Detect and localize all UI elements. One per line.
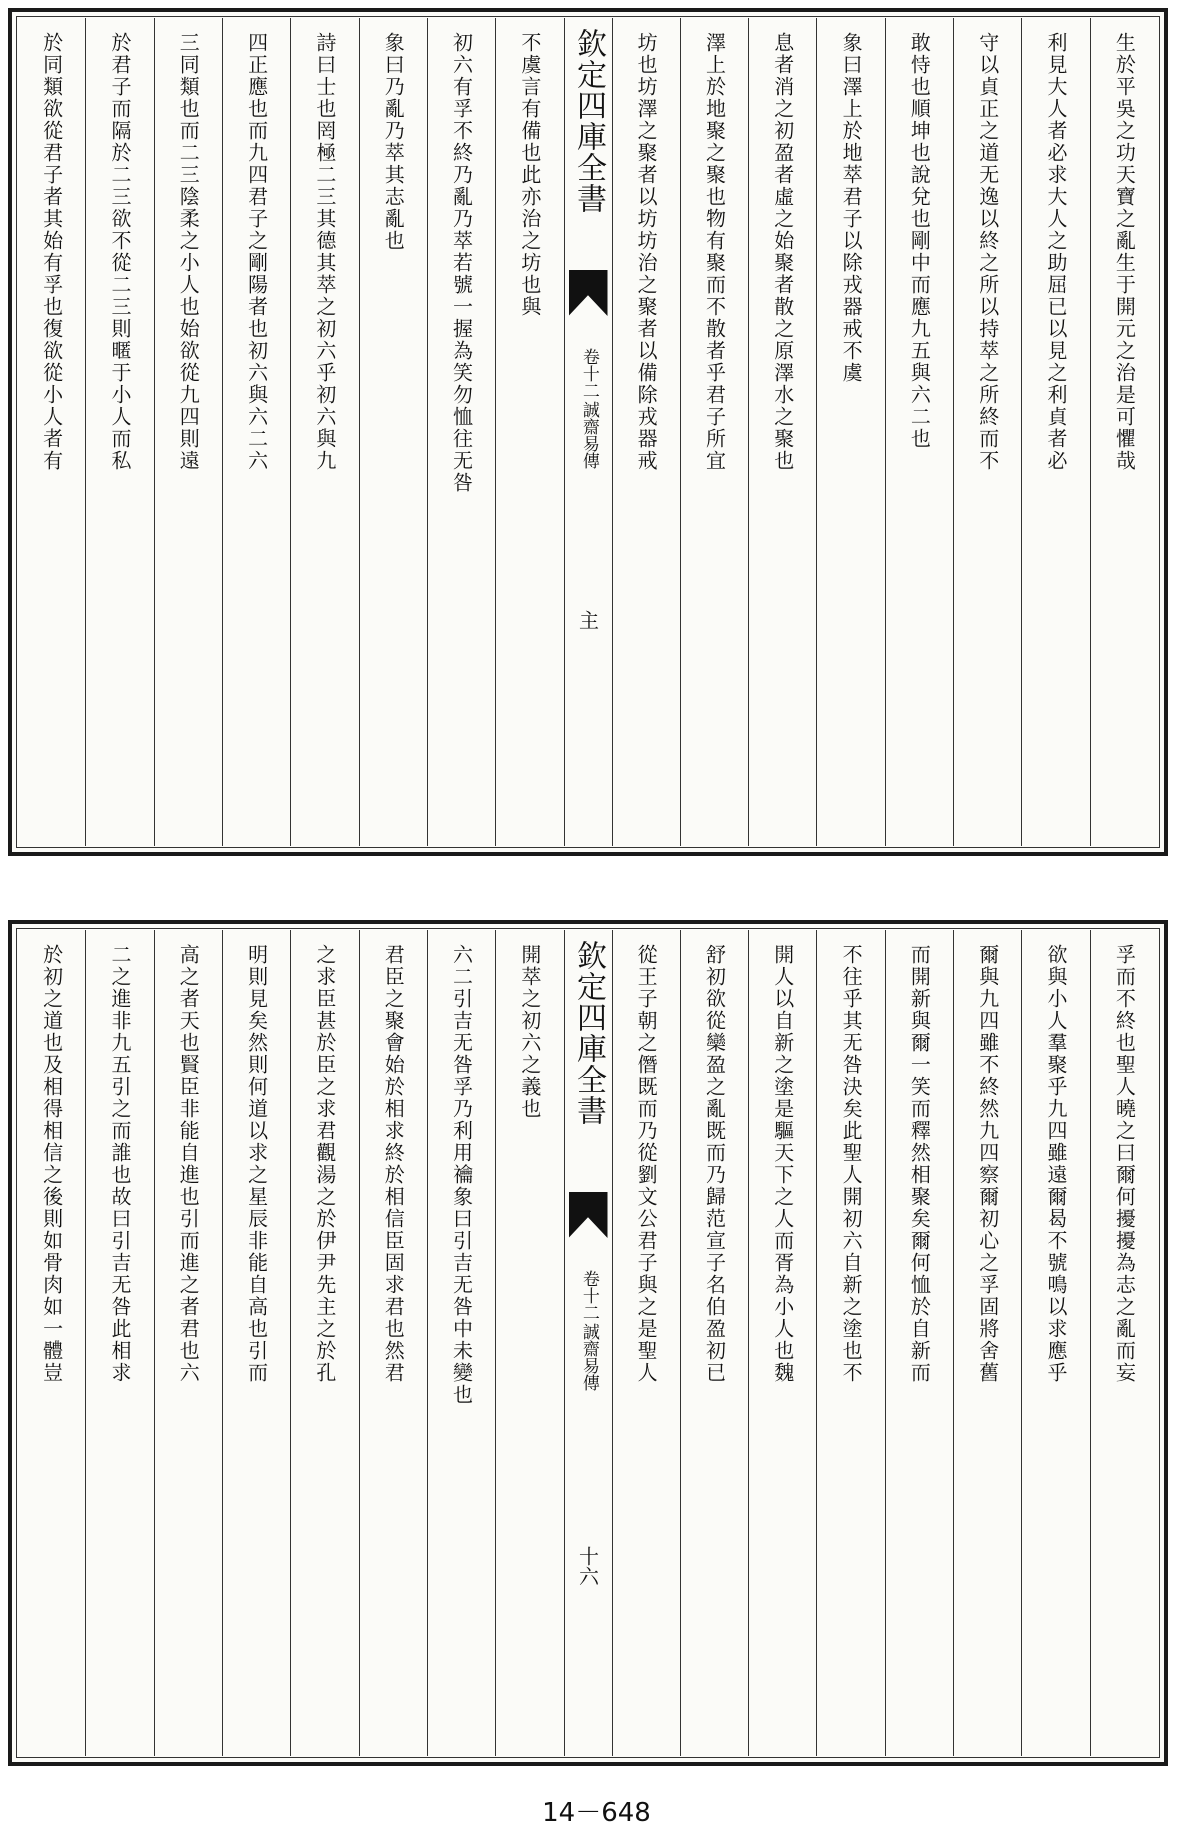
leaf-number: 主 <box>575 610 600 630</box>
column-text: 二之進非九五引之而誰也故曰引吉无咎此相求 <box>107 944 132 1384</box>
column-text: 欲與小人羣聚乎九四雖遠爾曷不號鳴以求應乎 <box>1044 944 1069 1384</box>
text-column <box>85 18 153 846</box>
sub-title-work: 誠齋易傳 <box>578 401 599 469</box>
text-column <box>154 930 222 1756</box>
text-column <box>612 930 680 1756</box>
center-fold-column <box>564 18 612 846</box>
column-text: 詩曰士也罔極二三其德其萃之初六乎初六與九 <box>312 32 337 472</box>
page-code: 14－648 <box>542 1798 651 1828</box>
text-column <box>18 18 85 846</box>
text-column <box>885 930 953 1756</box>
text-column <box>154 18 222 846</box>
column-text: 舒初欲從欒盈之亂既而乃歸范宣子名伯盈初已 <box>702 944 727 1384</box>
text-column <box>885 18 953 846</box>
column-text: 爾與九四雖不終然九四察爾初心之孚固將舍舊 <box>975 944 1000 1384</box>
text-column <box>359 18 427 846</box>
sub-title-volume: 卷十二 <box>578 1270 599 1321</box>
column-text: 敢恃也順坤也說兌也剛中而應九五與六二也 <box>907 32 932 450</box>
sub-title <box>579 1270 597 1391</box>
column-text: 象曰澤上於地萃君子以除戎器戒不虞 <box>839 32 864 384</box>
text-column <box>222 930 290 1756</box>
text-column <box>222 18 290 846</box>
text-column <box>290 930 358 1756</box>
column-text: 坊也坊澤之聚者以坊坊治之聚者以備除戎器戒 <box>634 32 659 472</box>
column-text: 孚而不終也聖人曉之曰爾何擾擾為志之亂而妄 <box>1112 944 1137 1384</box>
text-column <box>680 18 748 846</box>
column-text: 守以貞正之道无逸以終之所以持萃之所終而不 <box>975 32 1000 472</box>
text-column <box>816 930 884 1756</box>
column-text: 君臣之聚會始於相求終於相信臣固求君也然君 <box>381 944 406 1384</box>
upper-page-columns <box>18 18 1158 846</box>
column-text: 澤上於地聚之聚也物有聚而不散者乎君子所宜 <box>702 32 727 472</box>
text-column <box>748 18 816 846</box>
sub-title-volume: 卷十二 <box>578 348 599 399</box>
sub-title-work: 誠齋易傳 <box>578 1323 599 1391</box>
column-text: 息者消之初盈者虛之始聚者散之原澤水之聚也 <box>770 32 795 472</box>
column-text: 開萃之初六之義也 <box>517 944 542 1120</box>
column-text: 於同類欲從君子者其始有孚也復欲從小人者有 <box>39 32 64 472</box>
column-text: 而開新與爾一笑而釋然相聚矣爾何恤於自新而 <box>907 944 932 1384</box>
fishtail-ornament <box>569 270 608 316</box>
upper-page <box>8 8 1168 856</box>
text-column <box>427 18 495 846</box>
book-title: 欽定四庫全書 <box>571 28 606 214</box>
column-text: 初六有孚不終乃亂乃萃若號一握為笑勿恤往无咎 <box>449 32 474 494</box>
text-column <box>748 930 816 1756</box>
book-title: 欽定四庫全書 <box>571 940 606 1126</box>
column-text: 四正應也而九四君子之剛陽者也初六與六二六 <box>244 32 269 472</box>
text-column <box>85 930 153 1756</box>
center-fold-column <box>564 930 612 1756</box>
leaf-number: 十六 <box>575 1546 600 1586</box>
text-column <box>290 18 358 846</box>
text-column <box>612 18 680 846</box>
column-text: 象曰乃亂乃萃其志亂也 <box>381 32 406 252</box>
lower-page-columns <box>18 930 1158 1756</box>
lower-page <box>8 920 1168 1766</box>
column-text: 於君子而隔於二三欲不從二三則暱于小人而私 <box>107 32 132 472</box>
column-text: 六二引吉无咎孚乃利用禴象曰引吉无咎中未變也 <box>449 944 474 1406</box>
text-column <box>18 930 85 1756</box>
text-column <box>1021 930 1089 1756</box>
column-text: 於初之道也及相得相信之後則如骨肉如一體豈 <box>39 944 64 1384</box>
column-text: 高之者天也賢臣非能自進也引而進之者君也六 <box>176 944 201 1384</box>
column-text: 利見大人者必求大人之助屈已以見之利貞者必 <box>1044 32 1069 472</box>
text-column <box>495 930 563 1756</box>
column-text: 不往乎其无咎決矣此聖人開初六自新之塗也不 <box>839 944 864 1384</box>
text-column <box>1090 18 1158 846</box>
text-column <box>1090 930 1158 1756</box>
column-text: 之求臣甚於臣之求君觀湯之於伊尹先主之於孔 <box>312 944 337 1384</box>
text-column <box>680 930 748 1756</box>
text-column <box>953 18 1021 846</box>
text-column <box>816 18 884 846</box>
column-text: 明則見矣然則何道以求之星辰非能自高也引而 <box>244 944 269 1384</box>
text-column <box>495 18 563 846</box>
fishtail-ornament <box>569 1192 608 1238</box>
text-column <box>359 930 427 1756</box>
column-text: 從王子朝之僭既而乃從劉文公君子與之是聖人 <box>634 944 659 1384</box>
column-text: 不虞言有備也此亦治之坊也與 <box>517 32 542 318</box>
column-text: 開人以自新之塗是驅天下之人而胥為小人也魏 <box>770 944 795 1384</box>
text-column <box>427 930 495 1756</box>
text-column <box>953 930 1021 1756</box>
text-column <box>1021 18 1089 846</box>
sub-title <box>579 348 597 469</box>
column-text: 生於平吳之功天寶之亂生于開元之治是可懼哉 <box>1112 32 1137 472</box>
column-text: 三同類也而二三陰柔之小人也始欲從九四則遠 <box>176 32 201 472</box>
